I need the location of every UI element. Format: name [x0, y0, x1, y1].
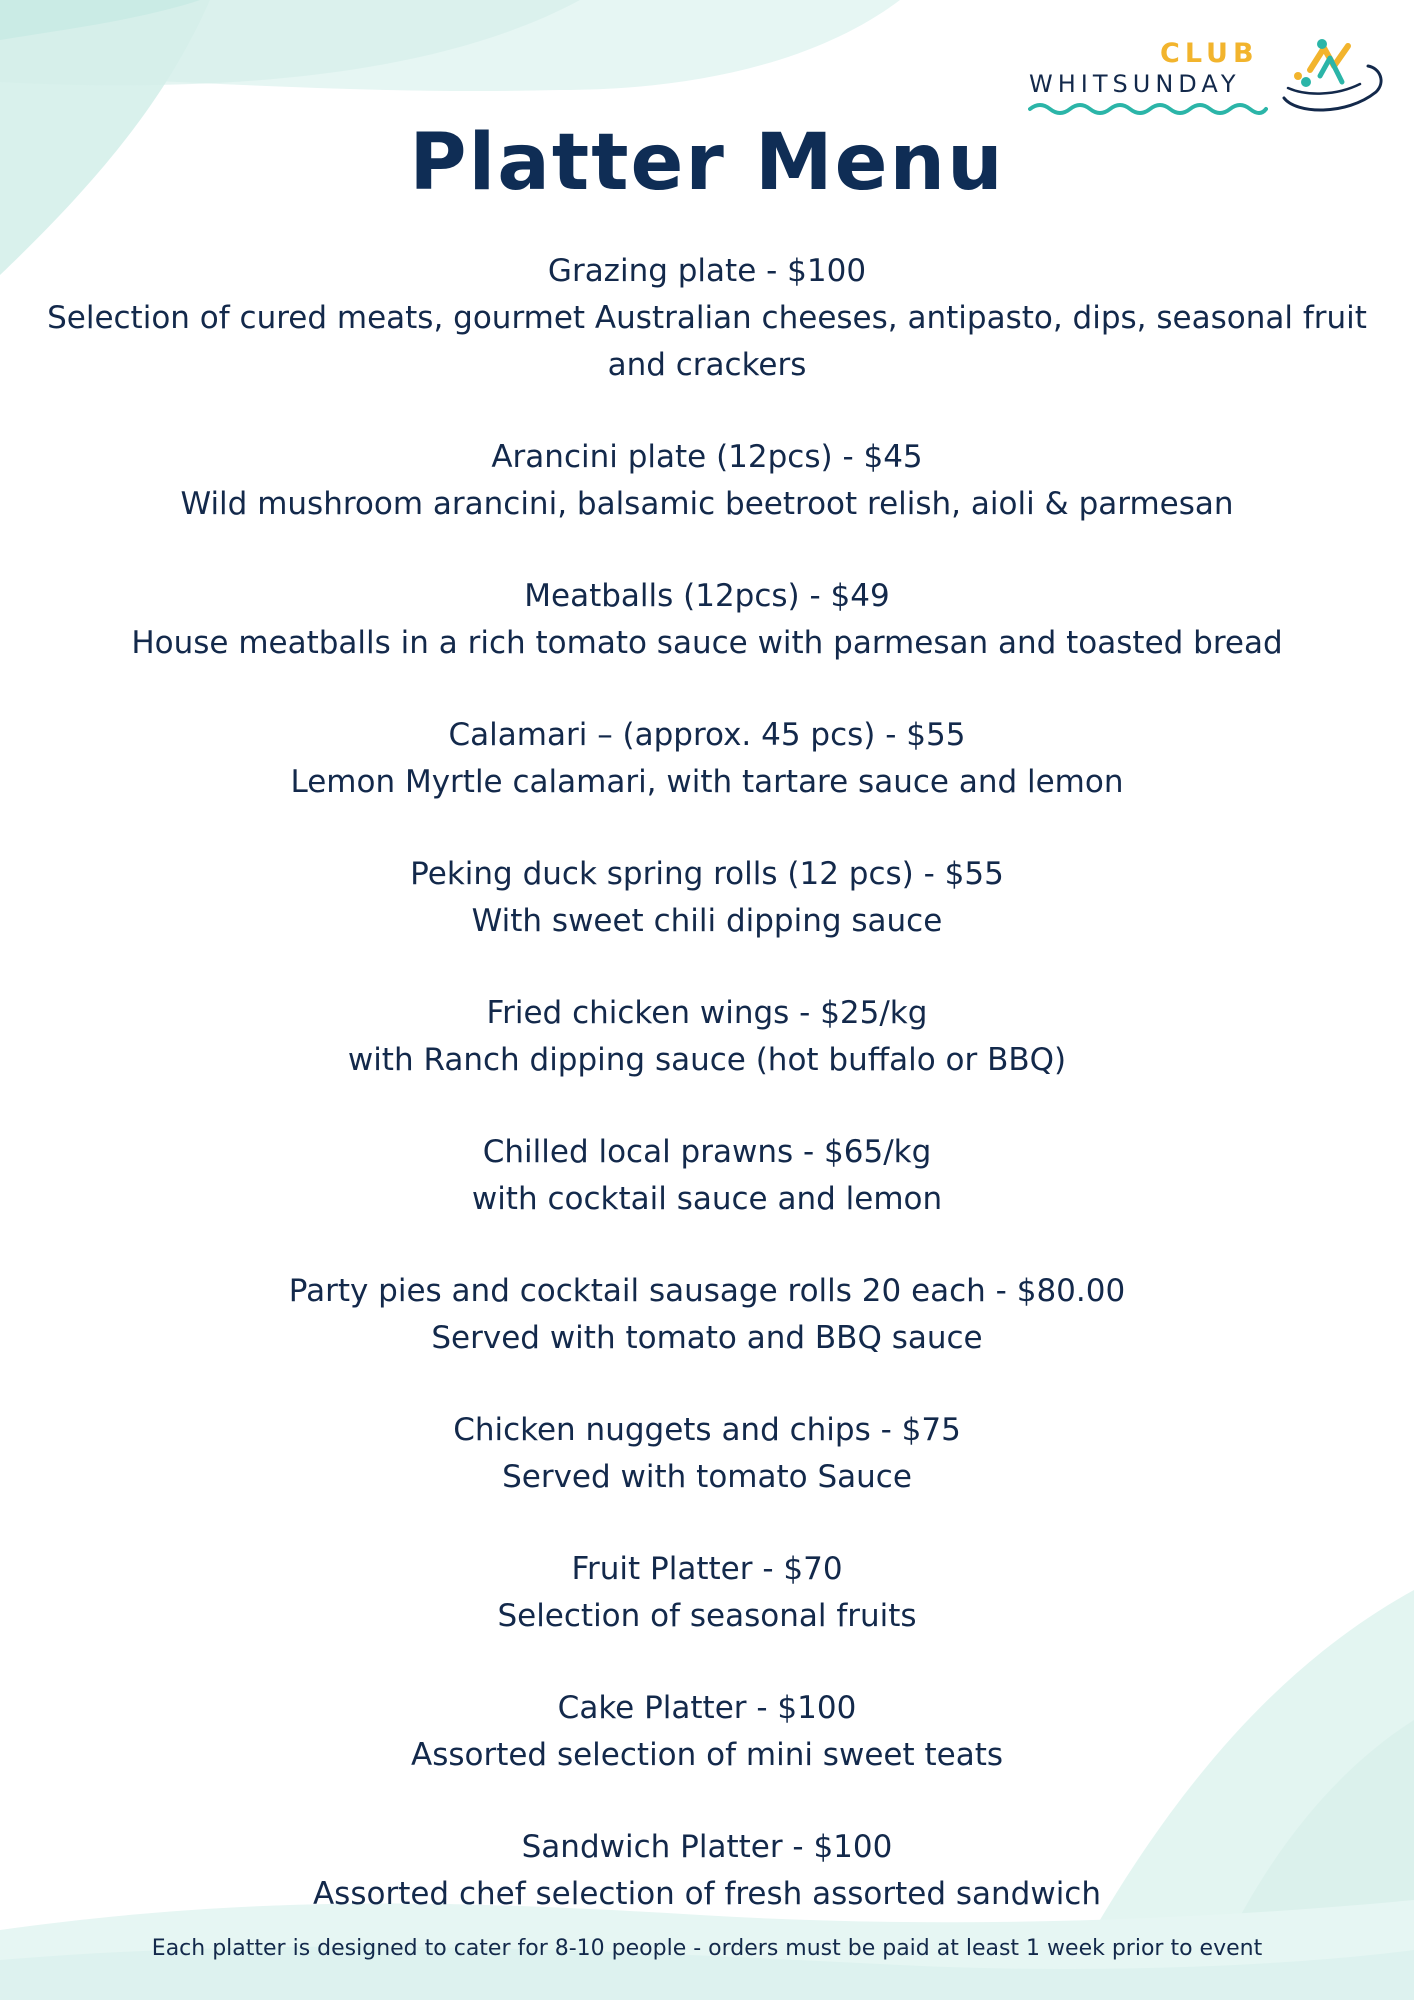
menu-item-name: Chicken nuggets and chips - $75 [453, 1412, 961, 1448]
platter-menu-list [20, 248, 1394, 1963]
menu-item [20, 1268, 1394, 1362]
menu-item-description: House meatballs in a rich tomato sauce with parmesan and toasted bread [131, 625, 1283, 661]
menu-item-description: Assorted chef selection of fresh assorted sandwich [312, 1876, 1102, 1912]
menu-item [20, 1824, 1394, 1918]
menu-item-name: Party pies and cocktail sausage rolls 20 each - $80.00 [288, 1273, 1126, 1309]
swimmer-mark-icon [1276, 36, 1384, 118]
menu-item-name: Grazing plate - $100 [547, 253, 867, 289]
menu-item [20, 1546, 1394, 1640]
menu-item-name: Fried chicken wings - $25/kg [486, 995, 928, 1031]
logo-club-text: CLUB [1160, 38, 1259, 69]
menu-item [20, 1407, 1394, 1501]
menu-item-name: Chilled local prawns - $65/kg [482, 1134, 932, 1170]
menu-item-description: Assorted selection of mini sweet teats [410, 1737, 1003, 1773]
menu-item-description: Wild mushroom arancini, balsamic beetroot relish, aioli & parmesan [180, 486, 1234, 522]
menu-item [20, 712, 1394, 806]
menu-item [20, 851, 1394, 945]
page-title: Platter Menu [409, 118, 1005, 208]
menu-item-description: with cocktail sauce and lemon [471, 1181, 943, 1217]
menu-item-name: Fruit Platter - $70 [571, 1551, 843, 1587]
menu-item-name: Cake Platter - $100 [557, 1690, 857, 1726]
club-whitsunday-logo [1026, 36, 1386, 126]
menu-item [20, 990, 1394, 1084]
menu-item [20, 1685, 1394, 1779]
menu-item-description: Selection of seasonal fruits [497, 1598, 917, 1634]
menu-item-name: Meatballs (12pcs) - $49 [524, 578, 890, 614]
menu-item-description: with Ranch dipping sauce (hot buffalo or BBQ) [347, 1042, 1067, 1078]
menu-item [20, 573, 1394, 667]
menu-item-description: Served with tomato Sauce [502, 1459, 912, 1495]
menu-item-name: Peking duck spring rolls (12 pcs) - $55 [410, 856, 1004, 892]
menu-item-name: Calamari – (approx. 45 pcs) - $55 [448, 717, 966, 753]
menu-item-description: Lemon Myrtle calamari, with tartare sauce and lemon [290, 764, 1124, 800]
menu-item [20, 1129, 1394, 1223]
menu-item-description: Selection of cured meats, gourmet Australian cheeses, antipasto, dips, seasonal fruit and crackers [47, 300, 1367, 383]
menu-item-description: With sweet chili dipping sauce [471, 903, 943, 939]
menu-item-name: Sandwich Platter - $100 [521, 1829, 893, 1865]
logo-name-text: WHITSUNDAY [1029, 70, 1241, 98]
menu-item [20, 434, 1394, 528]
footer-note: Each platter is designed to cater for 8-10 people - orders must be paid at least 1 week prior to event [151, 1936, 1263, 1961]
menu-item-description: Served with tomato and BBQ sauce [431, 1320, 983, 1356]
wave-icon [1028, 100, 1268, 118]
menu-item [20, 248, 1394, 389]
menu-item-name: Arancini plate (12pcs) - $45 [491, 439, 923, 475]
